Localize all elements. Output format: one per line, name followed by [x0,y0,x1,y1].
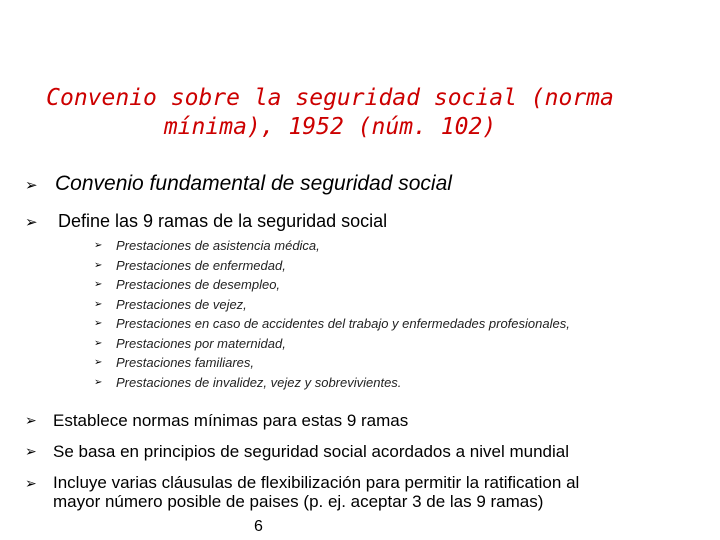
arrow-bullet-icon: ➢ [94,240,103,252]
arrow-bullet-icon: ➢ [94,298,103,310]
rama-text: Prestaciones de vejez, [116,296,247,312]
bullet-text: Convenio fundamental de seguridad social [55,172,452,195]
title-line-2: mínima), 1952 (núm. 102) [163,114,497,140]
bullet-text: Define las 9 ramas de la seguridad social [58,211,388,231]
list-item [94,236,570,256]
slide-title [30,84,630,142]
list-item [94,275,570,295]
title-line-1: Convenio sobre la seguridad social (norma [46,85,614,111]
ramas-list [94,236,570,392]
list-item [94,353,570,373]
list-item [94,334,570,354]
bullet-normas-minimas [25,411,408,431]
rama-text: Prestaciones en caso de accidentes del trabajo y enfermedades profesionales, [116,316,570,332]
bullet-fundamental [25,172,452,196]
list-item [94,314,570,334]
arrow-bullet-icon: ➢ [25,176,38,194]
arrow-bullet-icon: ➢ [25,444,37,460]
arrow-bullet-icon: ➢ [94,337,103,349]
arrow-bullet-icon: ➢ [94,318,103,330]
rama-text: Prestaciones de asistencia médica, [116,238,320,254]
arrow-bullet-icon: ➢ [94,376,103,388]
rama-text: Prestaciones por maternidad, [116,335,286,351]
page-number: 6 [254,518,263,535]
rama-text: Prestaciones de enfermedad, [116,257,286,273]
rama-text: Prestaciones familiares, [116,355,254,371]
arrow-bullet-icon: ➢ [94,357,103,369]
arrow-bullet-icon: ➢ [25,476,37,492]
bullet-clausulas [25,473,625,511]
rama-text: Prestaciones de desempleo, [116,277,281,293]
bullet-define-ramas [25,211,387,232]
arrow-bullet-icon: ➢ [94,279,103,291]
rama-text: Prestaciones de invalidez, vejez y sobrevivientes. [116,374,402,390]
bullet-text: Establece normas mínimas para estas 9 ramas [53,411,409,430]
arrow-bullet-icon: ➢ [25,213,38,231]
bullet-text: Se basa en principios de seguridad social acordados a nivel mundial [53,442,569,461]
list-item [94,256,570,276]
bullet-principios [25,442,569,462]
arrow-bullet-icon: ➢ [94,259,103,271]
arrow-bullet-icon: ➢ [25,413,37,429]
list-item [94,373,570,393]
list-item [94,295,570,315]
bullet-text: Incluye varias cláusulas de flexibilización para permitir la ratification al mayor número posible de paises (p. ej. aceptar 3 de las 9 ramas) [53,473,580,511]
